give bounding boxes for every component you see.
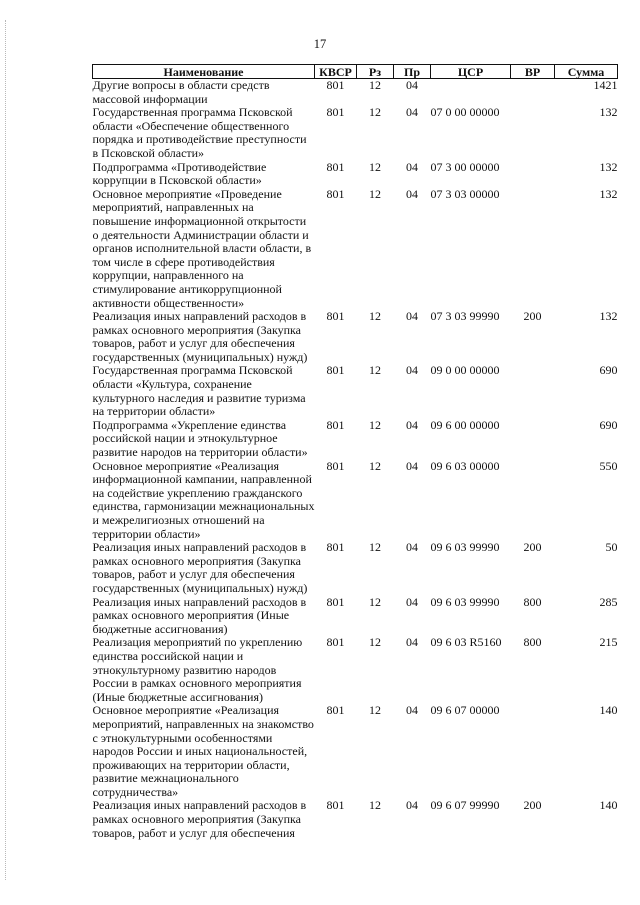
row-name: Подпрограмма «Противодействие коррупции в Псковской области» bbox=[92, 159, 267, 188]
row-csr: 09 6 03 00000 bbox=[430, 458, 500, 473]
row-sum: 132 bbox=[599, 186, 618, 201]
table-row bbox=[93, 188, 618, 310]
table-row bbox=[93, 704, 618, 799]
row-pr: 04 bbox=[406, 363, 418, 378]
row-kvsr: 801 bbox=[326, 703, 345, 718]
table-body bbox=[93, 79, 618, 841]
row-pr: 04 bbox=[406, 417, 418, 432]
row-sum: 132 bbox=[599, 159, 618, 174]
row-csr: 09 6 00 00000 bbox=[430, 417, 500, 432]
row-pr: 04 bbox=[406, 540, 418, 555]
row-csr: 07 0 00 00000 bbox=[430, 105, 500, 120]
row-kvsr: 801 bbox=[326, 363, 345, 378]
table-row bbox=[93, 799, 618, 840]
row-sum: 690 bbox=[599, 363, 618, 378]
budget-table bbox=[92, 64, 618, 840]
row-kvsr: 801 bbox=[326, 78, 345, 92]
row-vr bbox=[511, 161, 555, 188]
row-vr: 200 bbox=[523, 309, 542, 324]
row-vr: 200 bbox=[523, 540, 542, 555]
row-kvsr: 801 bbox=[326, 635, 345, 650]
row-csr: 09 6 03 99990 bbox=[430, 594, 500, 609]
row-pr: 04 bbox=[406, 186, 418, 201]
row-csr: 09 6 03 99990 bbox=[430, 540, 500, 555]
row-rz: 12 bbox=[369, 798, 381, 813]
row-sum: 285 bbox=[599, 594, 618, 609]
table-row bbox=[93, 460, 618, 542]
row-vr bbox=[511, 419, 555, 460]
row-name: Основное мероприятие «Проведение мероприятий, направленных на повышение информационной открытости о деятельности Администрации области и органов исполнительной власти области, в том числе в сфере противодействия коррупции, направленного на стимулирование антикоррупционной активности общественности» bbox=[92, 186, 312, 310]
row-pr: 04 bbox=[406, 159, 418, 174]
row-csr: 07 3 00 00000 bbox=[430, 159, 500, 174]
row-rz: 12 bbox=[369, 635, 381, 650]
row-name: Основное мероприятие «Реализация информационной кампании, направленной на содействие укреплению гражданского единства, гармонизации межнациональных и межрелигиозных отношений на территории области» bbox=[92, 458, 315, 541]
row-kvsr: 801 bbox=[326, 798, 345, 813]
row-pr: 04 bbox=[406, 105, 418, 120]
row-kvsr: 801 bbox=[326, 458, 345, 473]
row-name: Реализация иных направлений расходов в рамках основного мероприятия (Закупка товаров, работ и услуг для обеспечения государственных (муниципальных) нужд) bbox=[92, 309, 308, 364]
row-kvsr: 801 bbox=[326, 540, 345, 555]
row-rz: 12 bbox=[369, 309, 381, 324]
row-csr bbox=[431, 79, 511, 107]
header-vr: ВР bbox=[511, 65, 555, 79]
row-csr: 09 0 00 00000 bbox=[430, 363, 500, 378]
row-vr: 800 bbox=[523, 635, 542, 650]
row-kvsr: 801 bbox=[326, 105, 345, 120]
row-vr bbox=[511, 704, 555, 799]
row-name: Государственная программа Псковской области «Культура, сохранение культурного наследия и развитие туризма на территории области» bbox=[92, 363, 306, 419]
row-vr bbox=[511, 79, 555, 107]
table-row bbox=[93, 541, 618, 595]
row-kvsr: 801 bbox=[326, 309, 345, 324]
row-rz: 12 bbox=[369, 363, 381, 378]
row-csr: 09 6 07 99990 bbox=[430, 798, 500, 813]
row-sum: 1421 bbox=[593, 78, 618, 92]
row-sum: 140 bbox=[599, 703, 618, 718]
header-pr: Пр bbox=[394, 65, 431, 79]
row-name: Государственная программа Псковской области «Обеспечение общественного порядка и противодействие преступности в Псковской области» bbox=[92, 105, 307, 160]
row-sum: 140 bbox=[599, 798, 618, 813]
table-row bbox=[93, 596, 618, 637]
row-kvsr: 801 bbox=[326, 159, 345, 174]
row-csr: 09 6 07 00000 bbox=[430, 703, 500, 718]
row-vr bbox=[511, 188, 555, 310]
row-rz: 12 bbox=[369, 540, 381, 555]
row-rz: 12 bbox=[369, 417, 381, 432]
table-row bbox=[93, 310, 618, 364]
page-number: 17 bbox=[313, 37, 327, 51]
row-rz: 12 bbox=[369, 458, 381, 473]
row-vr: 800 bbox=[523, 594, 542, 609]
header-sum: Сумма bbox=[555, 65, 618, 79]
row-pr: 04 bbox=[406, 703, 418, 718]
table-header-row bbox=[93, 65, 618, 79]
header-kvsr: КВСР bbox=[315, 65, 357, 79]
row-csr: 07 3 03 99990 bbox=[430, 309, 500, 324]
row-rz: 12 bbox=[369, 78, 381, 92]
row-pr: 04 bbox=[406, 309, 418, 324]
scan-edge-mark bbox=[5, 20, 7, 880]
row-vr bbox=[511, 106, 555, 160]
row-rz: 12 bbox=[369, 159, 381, 174]
row-vr bbox=[511, 460, 555, 542]
header-csr: ЦСР bbox=[431, 65, 511, 79]
header-name: Наименование bbox=[93, 65, 315, 79]
row-sum: 215 bbox=[599, 635, 618, 650]
row-pr: 04 bbox=[406, 635, 418, 650]
row-name: Другие вопросы в области средств массовой информации bbox=[92, 78, 270, 106]
row-name: Реализация мероприятий по укреплению единства российской нации и этнокультурному развитию народов России в рамках основного мероприятия (Иные бюджетные ассигнования) bbox=[92, 635, 303, 704]
row-pr: 04 bbox=[406, 798, 418, 813]
row-rz: 12 bbox=[369, 105, 381, 120]
row-kvsr: 801 bbox=[326, 186, 345, 201]
row-sum: 132 bbox=[599, 309, 618, 324]
table-row bbox=[93, 636, 618, 704]
table-row bbox=[93, 364, 618, 418]
row-pr: 04 bbox=[406, 458, 418, 473]
row-sum: 50 bbox=[605, 540, 618, 555]
row-kvsr: 801 bbox=[326, 594, 345, 609]
table-row bbox=[93, 79, 618, 107]
row-csr: 09 6 03 R5160 bbox=[430, 635, 502, 650]
row-name: Основное мероприятие «Реализация мероприятий, направленных на знакомство с этнокультурными особенностями народов России и иных национальностей, проживающих на территории области, развитие межнационального сотрудничества» bbox=[92, 703, 314, 799]
row-name: Реализация иных направлений расходов в рамках основного мероприятия (Закупка товаров, работ и услуг для обеспечения bbox=[92, 798, 307, 840]
row-name: Реализация иных направлений расходов в рамках основного мероприятия (Закупка товаров, работ и услуг для обеспечения государственных (муниципальных) нужд) bbox=[92, 540, 308, 595]
row-sum: 690 bbox=[599, 417, 618, 432]
row-name: Реализация иных направлений расходов в рамках основного мероприятия (Иные бюджетные ассигнования) bbox=[92, 594, 307, 636]
row-pr: 04 bbox=[406, 594, 418, 609]
table-row bbox=[93, 106, 618, 160]
row-rz: 12 bbox=[369, 186, 381, 201]
table-row bbox=[93, 419, 618, 460]
row-rz: 12 bbox=[369, 594, 381, 609]
table-row bbox=[93, 161, 618, 188]
row-sum: 132 bbox=[599, 105, 618, 120]
row-vr bbox=[511, 364, 555, 418]
row-rz: 12 bbox=[369, 703, 381, 718]
row-kvsr: 801 bbox=[326, 417, 345, 432]
row-name: Подпрограмма «Укрепление единства российской нации и этнокультурное развитие народов на территории области» bbox=[92, 417, 308, 460]
row-sum: 550 bbox=[599, 458, 618, 473]
header-rz: Рз bbox=[357, 65, 394, 79]
row-vr: 200 bbox=[523, 798, 542, 813]
row-csr: 07 3 03 00000 bbox=[430, 186, 500, 201]
row-pr: 04 bbox=[406, 78, 418, 92]
